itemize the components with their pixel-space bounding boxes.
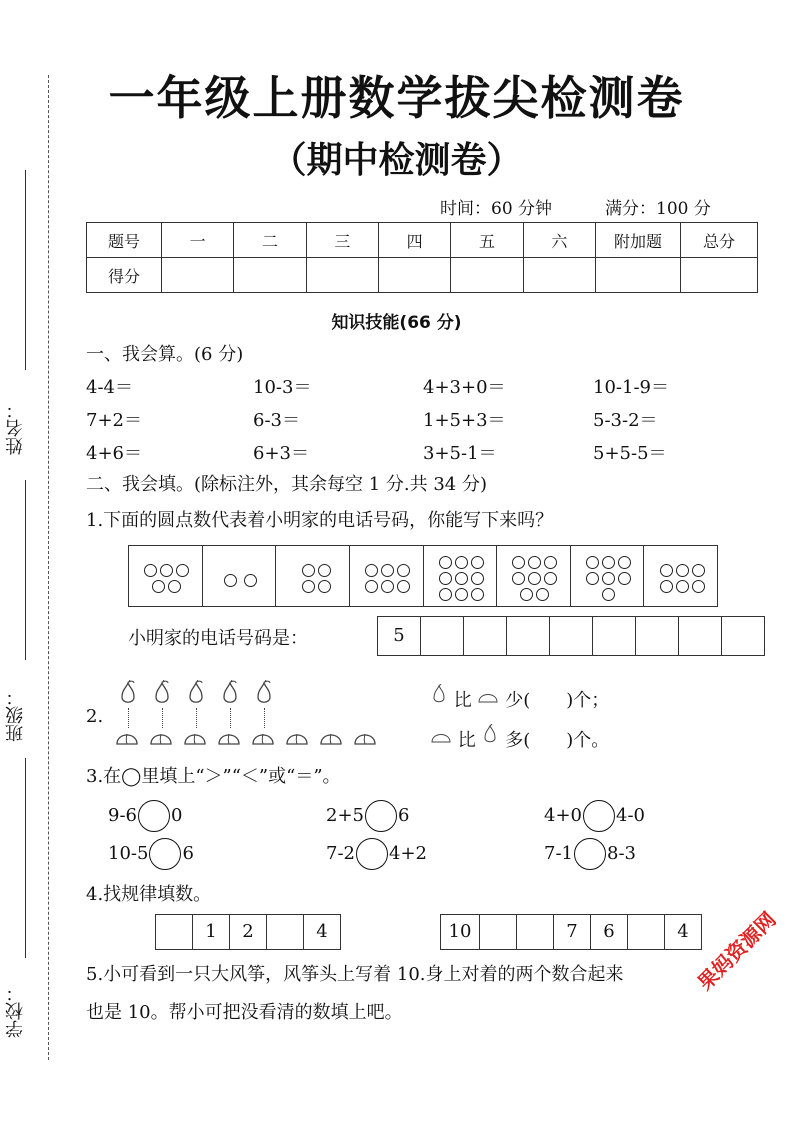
dot — [455, 556, 468, 569]
binding-dashed-line — [48, 75, 49, 1060]
phone-label: 小明家的电话号码是： — [128, 628, 308, 649]
peach-icon — [284, 728, 310, 752]
pear-icon — [254, 680, 274, 710]
pear-icon — [430, 690, 454, 711]
pear-icon — [476, 730, 505, 751]
comparison-left: 9-6 — [108, 805, 137, 826]
pear-icon — [152, 680, 172, 710]
calc-item: 1+5+3＝ — [423, 410, 506, 431]
answer-circle[interactable] — [365, 800, 397, 832]
calc-item: 10-3＝ — [253, 377, 312, 398]
comparison-item — [326, 838, 427, 870]
sequence-box: 10 — [441, 915, 480, 949]
dot-card — [276, 546, 350, 606]
dot — [471, 572, 484, 585]
dot — [520, 588, 533, 601]
phone-digit-box[interactable] — [636, 617, 679, 655]
comparison-right: 8-3 — [607, 843, 636, 864]
dot — [302, 564, 315, 577]
dot — [397, 564, 410, 577]
dot — [244, 574, 257, 587]
dotted-connector — [128, 708, 129, 728]
sequence-box[interactable] — [628, 915, 665, 949]
dot-cards — [128, 545, 718, 607]
sequence-box: 1 — [193, 915, 230, 949]
phone-digit-box: 5 — [378, 617, 421, 655]
dot — [144, 564, 157, 577]
dot — [512, 556, 525, 569]
dotted-connector — [264, 708, 265, 728]
phone-digit-box[interactable] — [464, 617, 507, 655]
full-score-info: 满分：100 分 — [605, 199, 711, 219]
dot — [471, 588, 484, 601]
answer-circle[interactable] — [149, 838, 181, 870]
dot — [455, 572, 468, 585]
comparison-item — [326, 800, 409, 832]
score-table-row — [87, 258, 758, 293]
calc-item: 3+5-1＝ — [423, 443, 497, 464]
peach-icon — [250, 728, 276, 752]
q2-p2-number: 2. — [86, 706, 104, 727]
dot — [365, 580, 378, 593]
score-header: 总分 — [681, 223, 758, 258]
dot — [692, 580, 705, 593]
sequence-box: 2 — [230, 915, 267, 949]
q2-p1-text: 1.下面的圆点数代表着小明家的电话号码，你能写下来吗？ — [86, 510, 554, 531]
peach-icon — [430, 730, 458, 751]
score-cell[interactable] — [306, 258, 378, 293]
dotted-connector — [162, 708, 163, 728]
score-cell[interactable] — [681, 258, 758, 293]
calc-item: 6-3＝ — [253, 410, 300, 431]
dot — [397, 580, 410, 593]
comparison-item — [544, 838, 636, 870]
phone-digit-box[interactable] — [421, 617, 464, 655]
dot — [512, 572, 525, 585]
dot — [471, 556, 484, 569]
calc-item: 4-4＝ — [86, 377, 133, 398]
phone-digit-box[interactable] — [679, 617, 722, 655]
q2-p2-line2-compare: 比 — [457, 730, 476, 751]
pattern-sequence-2 — [440, 914, 702, 950]
q2-p2-line1-blank: 少( )个； — [505, 690, 610, 711]
score-header: 四 — [378, 223, 450, 258]
dot — [602, 572, 615, 585]
comparison-item — [108, 800, 182, 832]
sequence-box[interactable] — [267, 915, 304, 949]
comparison-left: 2+5 — [326, 805, 364, 826]
q2-p5-line2: 也是 10。帮小可把没看清的数填上吧。 — [86, 1002, 403, 1023]
q2-p5-line1: 5.小可看到一只大风筝，风筝头上写着 10.身上对着的两个数合起来 — [86, 964, 624, 985]
dot — [528, 572, 541, 585]
sequence-box[interactable] — [156, 915, 193, 949]
calc-item: 6+3＝ — [253, 443, 309, 464]
score-header: 一 — [162, 223, 234, 258]
dot — [439, 572, 452, 585]
comparison-right: 0 — [171, 805, 183, 826]
dot — [602, 588, 615, 601]
calc-item: 5+5-5＝ — [593, 443, 667, 464]
name-label: 姓名： — [5, 401, 26, 455]
class-underline — [25, 480, 26, 660]
dot — [365, 564, 378, 577]
dot — [586, 572, 599, 585]
page-title: 一年级上册数学拔尖检测卷 — [108, 71, 685, 125]
class-label: 班级： — [5, 688, 26, 742]
score-header: 三 — [306, 223, 378, 258]
sequence-box: 6 — [591, 915, 628, 949]
score-cell[interactable] — [596, 258, 681, 293]
dot — [618, 572, 631, 585]
dot — [660, 580, 673, 593]
watermark: 果妈资源网 — [692, 907, 781, 995]
school-label: 学校： — [5, 984, 26, 1038]
answer-circle[interactable] — [583, 800, 615, 832]
calc-item: 5-3-2＝ — [593, 410, 658, 431]
peach-icon — [182, 728, 208, 752]
answer-circle[interactable] — [574, 838, 606, 870]
sequence-box[interactable] — [480, 915, 517, 949]
dotted-connector — [230, 708, 231, 728]
comparison-item — [108, 838, 194, 870]
calc-item: 4+6＝ — [86, 443, 142, 464]
calc-item: 10-1-9＝ — [593, 377, 669, 398]
sequence-box[interactable] — [517, 915, 554, 949]
dot — [381, 580, 394, 593]
name-underline — [25, 170, 26, 370]
q2-p2-line2 — [430, 724, 609, 752]
comparison-left: 4+0 — [544, 805, 582, 826]
q2-p2-line2-blank: 多( )个。 — [505, 730, 610, 751]
peach-icon — [352, 728, 378, 752]
score-table-header-row — [87, 223, 758, 258]
score-header: 二 — [234, 223, 306, 258]
score-header: 附加题 — [596, 223, 681, 258]
time-info: 时间：60 分钟 — [440, 199, 553, 219]
answer-circle[interactable] — [356, 838, 388, 870]
peach-icon — [114, 728, 140, 752]
dot — [676, 564, 689, 577]
q2-title: 二、我会填。(除标注外，其余每空 1 分.共 34 分) — [86, 474, 488, 495]
comparison-left: 7-2 — [326, 843, 355, 864]
comparison-right: 4+2 — [389, 843, 427, 864]
dot — [536, 588, 549, 601]
dot — [676, 580, 689, 593]
peach-icon — [148, 728, 174, 752]
dot — [544, 572, 557, 585]
score-cell[interactable] — [234, 258, 306, 293]
dot — [176, 564, 189, 577]
score-header: 五 — [451, 223, 523, 258]
phone-digit-box[interactable] — [507, 617, 550, 655]
dot — [318, 564, 331, 577]
dot — [168, 580, 181, 593]
pear-icon — [220, 680, 240, 710]
pear-icon — [186, 680, 206, 710]
q2-p4-title: 4.找规律填数。 — [86, 884, 212, 905]
dot — [528, 556, 541, 569]
page-subtitle: （期中检测卷） — [270, 140, 523, 181]
dot-card — [129, 546, 203, 606]
dot — [224, 574, 237, 587]
dot — [618, 556, 631, 569]
sequence-box: 4 — [316, 921, 328, 942]
comparison-right: 6 — [182, 843, 194, 864]
dot — [160, 564, 173, 577]
pattern-sequence-1 — [155, 914, 341, 950]
dot-card — [644, 546, 717, 606]
score-cell[interactable] — [162, 258, 234, 293]
comparison-left: 10-5 — [108, 843, 149, 864]
q2-p3-title: 3.在◯里填上“＞”“＜”或“＝”。 — [86, 766, 341, 787]
phone-digit-box[interactable] — [593, 617, 636, 655]
answer-circle[interactable] — [138, 800, 170, 832]
phone-digit-box[interactable] — [550, 617, 593, 655]
peach-icon — [318, 728, 344, 752]
dot — [692, 564, 705, 577]
dot — [439, 588, 452, 601]
dot-card — [571, 546, 645, 606]
dotted-connector — [196, 708, 197, 728]
dot — [302, 580, 315, 593]
dot-card — [350, 546, 424, 606]
dot — [455, 588, 468, 601]
dot-card — [203, 546, 277, 606]
dot-card — [497, 546, 571, 606]
score-header: 六 — [523, 223, 595, 258]
school-underline — [25, 758, 26, 958]
q2-p2-line1 — [430, 684, 609, 712]
dot-card — [424, 546, 498, 606]
dot — [544, 556, 557, 569]
peach-icon — [472, 690, 505, 711]
calc-item: 4+3+0＝ — [423, 377, 506, 398]
section-title: 知识技能(66 分) — [331, 313, 462, 333]
sequence-box: 4 — [677, 921, 689, 942]
dot — [660, 564, 673, 577]
score-row-label: 得分 — [87, 258, 162, 293]
score-cell[interactable] — [451, 258, 523, 293]
dot — [586, 556, 599, 569]
calc-item: 7+2＝ — [86, 410, 142, 431]
pear-icon — [118, 680, 138, 710]
comparison-right: 4-0 — [616, 805, 645, 826]
score-cell[interactable] — [523, 258, 595, 293]
q2-p2-line1-compare: 比 — [453, 690, 472, 711]
q1-title: 一、我会算。(6 分) — [86, 344, 244, 365]
phone-digit-box[interactable] — [722, 617, 764, 655]
phone-number-boxes — [377, 616, 765, 656]
comparison-left: 7-1 — [544, 843, 573, 864]
peach-icon — [216, 728, 242, 752]
score-table — [86, 222, 758, 293]
comparison-right: 6 — [398, 805, 410, 826]
dot — [381, 564, 394, 577]
dot — [439, 556, 452, 569]
sequence-box: 7 — [554, 915, 591, 949]
score-cell[interactable] — [378, 258, 450, 293]
score-header: 题号 — [87, 223, 162, 258]
comparison-item — [544, 800, 645, 832]
dot — [152, 580, 165, 593]
dot — [318, 580, 331, 593]
dot — [602, 556, 615, 569]
